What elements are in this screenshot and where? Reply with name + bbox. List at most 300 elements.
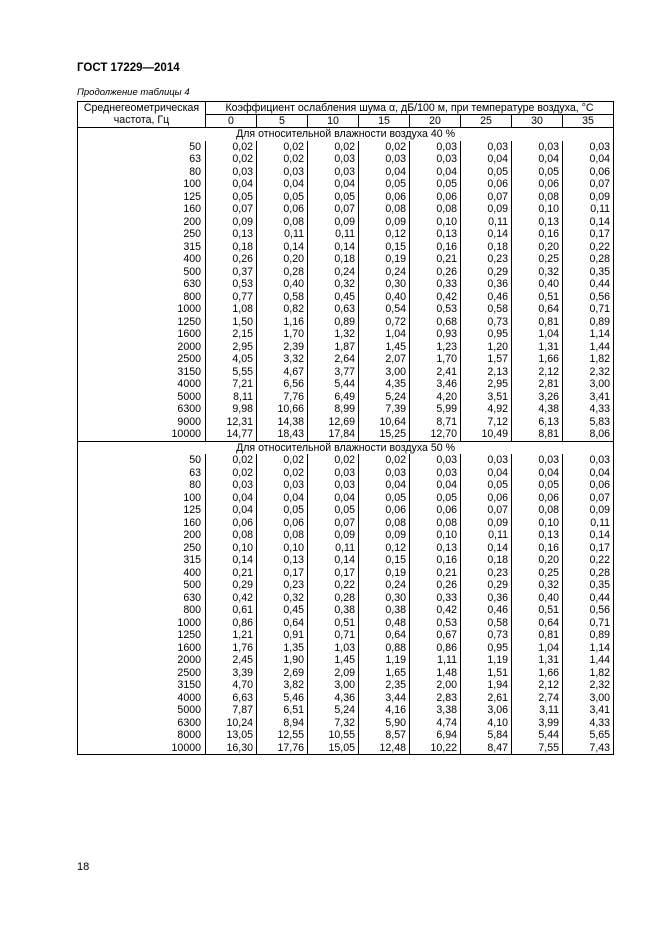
coefficient-cell: 3,39 (206, 667, 257, 680)
coefficient-cell: 0,03 (206, 479, 257, 492)
coefficient-cell: 0,29 (206, 579, 257, 592)
table-row (78, 717, 614, 730)
coefficient-cell: 2,12 (512, 679, 563, 692)
coefficient-cell: 0,02 (206, 153, 257, 166)
coefficient-cell: 0,02 (206, 454, 257, 467)
coefficient-cell: 1,04 (359, 328, 410, 341)
table-row (78, 592, 614, 605)
coefficient-cell: 0,29 (461, 266, 512, 279)
table-caption: Продолжение таблицы 4 (77, 87, 190, 98)
table-row (78, 328, 614, 341)
table-row (78, 579, 614, 592)
coefficient-cell: 0,72 (359, 316, 410, 329)
coefficient-cell: 0,03 (512, 454, 563, 467)
coefficient-cell: 17,76 (257, 742, 308, 755)
coefficient-cell: 0,10 (206, 542, 257, 555)
coefficient-cell: 2,32 (563, 366, 614, 379)
coefficient-cell: 0,73 (461, 316, 512, 329)
coefficient-cell: 3,41 (563, 704, 614, 717)
coefficient-cell: 0,12 (359, 542, 410, 555)
coefficient-cell: 0,05 (410, 492, 461, 505)
coefficient-cell: 0,07 (461, 504, 512, 517)
coefficient-cell: 1,44 (563, 654, 614, 667)
coefficient-cell: 0,06 (512, 178, 563, 191)
table-row (78, 303, 614, 316)
coefficient-cell: 0,04 (206, 178, 257, 191)
temperature-header-cell: 35 (563, 115, 614, 128)
table-row (78, 479, 614, 492)
coefficient-cell: 5,65 (563, 729, 614, 742)
coefficient-cell: 0,14 (257, 241, 308, 254)
coefficient-cell: 0,02 (206, 141, 257, 154)
coefficient-cell: 0,63 (308, 303, 359, 316)
coefficient-cell: 0,08 (512, 191, 563, 204)
table-header (78, 102, 614, 128)
coefficient-cell: 0,14 (563, 216, 614, 229)
coefficient-cell: 0,88 (359, 642, 410, 655)
coefficient-cell: 0,26 (410, 266, 461, 279)
coefficient-cell: 0,33 (410, 592, 461, 605)
coefficient-cell: 0,04 (206, 504, 257, 517)
coefficient-cell: 3,00 (308, 679, 359, 692)
coefficient-cell: 12,69 (308, 416, 359, 429)
coefficient-cell: 0,04 (512, 153, 563, 166)
coefficient-cell: 2,32 (563, 679, 614, 692)
coefficient-cell: 0,16 (512, 542, 563, 555)
coefficient-cell: 0,71 (563, 303, 614, 316)
coefficient-cell: 1,50 (206, 316, 257, 329)
coefficient-cell: 0,07 (206, 203, 257, 216)
coefficient-cell: 2,07 (359, 353, 410, 366)
coefficient-cell: 0,02 (308, 141, 359, 154)
coefficient-cell: 0,09 (308, 216, 359, 229)
coefficient-cell: 0,03 (257, 166, 308, 179)
coefficient-cell: 0,18 (461, 554, 512, 567)
coefficient-cell: 0,20 (512, 241, 563, 254)
attenuation-table (77, 101, 614, 755)
coefficient-cell: 0,71 (308, 629, 359, 642)
table-body (78, 128, 614, 755)
coefficient-cell: 3,99 (512, 717, 563, 730)
coefficient-cell: 1,57 (461, 353, 512, 366)
coefficient-cell: 0,11 (308, 228, 359, 241)
coefficient-cell: 5,44 (512, 729, 563, 742)
page-number: 18 (77, 861, 90, 873)
coefficient-cell: 0,40 (512, 278, 563, 291)
coefficient-cell: 0,56 (563, 291, 614, 304)
coefficient-cell: 10,55 (308, 729, 359, 742)
coefficient-cell: 6,49 (308, 391, 359, 404)
coefficient-cell: 0,07 (461, 191, 512, 204)
coefficient-cell: 3,51 (461, 391, 512, 404)
coefficient-cell: 0,89 (308, 316, 359, 329)
coefficient-cell: 0,05 (410, 178, 461, 191)
coefficient-cell: 3,11 (512, 704, 563, 717)
coefficient-cell: 0,08 (257, 529, 308, 542)
coefficient-cell: 2,15 (206, 328, 257, 341)
coefficient-cell: 0,03 (308, 479, 359, 492)
coefficient-cell: 0,04 (563, 153, 614, 166)
coefficient-cell: 0,23 (461, 567, 512, 580)
coefficient-cell: 0,18 (206, 241, 257, 254)
coefficient-cell: 0,05 (512, 166, 563, 179)
coefficient-cell: 0,21 (206, 567, 257, 580)
coefficient-cell: 0,38 (308, 604, 359, 617)
coefficient-cell: 0,81 (512, 629, 563, 642)
frequency-cell: 5000 (78, 391, 206, 404)
coefficient-cell: 12,70 (410, 428, 461, 441)
coefficient-cell: 0,06 (206, 517, 257, 530)
coefficient-cell: 0,08 (359, 517, 410, 530)
coefficient-cell: 0,02 (308, 454, 359, 467)
coefficient-cell: 0,40 (359, 291, 410, 304)
coefficient-cell: 3,00 (359, 366, 410, 379)
frequency-cell: 3150 (78, 366, 206, 379)
coefficient-cell: 5,44 (308, 378, 359, 391)
coefficient-cell: 10,24 (206, 717, 257, 730)
coefficient-cell: 0,11 (563, 517, 614, 530)
table-row (78, 642, 614, 655)
coefficient-cell: 1,90 (257, 654, 308, 667)
coefficient-cell: 14,38 (257, 416, 308, 429)
coefficient-cell: 4,33 (563, 403, 614, 416)
coefficient-cell: 0,03 (410, 454, 461, 467)
coefficient-cell: 0,11 (308, 542, 359, 555)
coefficient-cell: 12,48 (359, 742, 410, 755)
coefficient-cell: 0,35 (563, 266, 614, 279)
coefficient-cell: 1,03 (308, 642, 359, 655)
coefficient-cell: 0,32 (512, 266, 563, 279)
table-row (78, 316, 614, 329)
coefficient-cell: 0,46 (461, 291, 512, 304)
coefficient-cell: 13,05 (206, 729, 257, 742)
coefficient-cell: 7,87 (206, 704, 257, 717)
coefficient-cell: 4,16 (359, 704, 410, 717)
coefficient-cell: 0,28 (257, 266, 308, 279)
coefficient-cell: 2,39 (257, 341, 308, 354)
coefficient-cell: 0,03 (359, 467, 410, 480)
coefficient-cell: 5,90 (359, 717, 410, 730)
coefficient-cell: 0,05 (461, 479, 512, 492)
coefficient-cell: 4,33 (563, 717, 614, 730)
coefficient-cell: 5,99 (410, 403, 461, 416)
frequency-cell: 80 (78, 479, 206, 492)
coefficient-cell: 0,03 (512, 141, 563, 154)
table-row (78, 391, 614, 404)
coefficient-cell: 0,11 (563, 203, 614, 216)
coefficient-cell: 0,06 (461, 492, 512, 505)
coefficient-cell: 2,09 (308, 667, 359, 680)
coefficient-header: Коэффициент ослабления шума α, дБ/100 м, при температуре воздуха, °С (206, 102, 614, 115)
table-row (78, 542, 614, 555)
coefficient-cell: 0,10 (410, 529, 461, 542)
temperature-header-cell: 25 (461, 115, 512, 128)
coefficient-cell: 6,63 (206, 692, 257, 705)
coefficient-cell: 6,13 (512, 416, 563, 429)
coefficient-cell: 0,06 (257, 203, 308, 216)
coefficient-cell: 0,07 (308, 203, 359, 216)
coefficient-cell: 6,56 (257, 378, 308, 391)
frequency-cell: 1250 (78, 629, 206, 642)
table-row (78, 253, 614, 266)
frequency-cell: 2000 (78, 341, 206, 354)
coefficient-cell: 16,30 (206, 742, 257, 755)
coefficient-cell: 4,67 (257, 366, 308, 379)
coefficient-cell: 0,23 (257, 579, 308, 592)
coefficient-cell: 0,13 (206, 228, 257, 241)
coefficient-cell: 0,03 (206, 166, 257, 179)
frequency-cell: 50 (78, 141, 206, 154)
coefficient-cell: 0,03 (359, 153, 410, 166)
coefficient-cell: 1,66 (512, 667, 563, 680)
table-row (78, 353, 614, 366)
coefficient-cell: 0,45 (308, 291, 359, 304)
frequency-cell: 6300 (78, 403, 206, 416)
table-row (78, 266, 614, 279)
frequency-cell: 125 (78, 504, 206, 517)
coefficient-cell: 0,36 (461, 592, 512, 605)
coefficient-cell: 0,03 (461, 141, 512, 154)
coefficient-cell: 1,82 (563, 667, 614, 680)
table-row (78, 654, 614, 667)
coefficient-cell: 3,26 (512, 391, 563, 404)
coefficient-cell: 0,40 (257, 278, 308, 291)
table-row (78, 554, 614, 567)
frequency-cell: 1250 (78, 316, 206, 329)
coefficient-cell: 0,09 (206, 216, 257, 229)
coefficient-cell: 1,87 (308, 341, 359, 354)
coefficient-cell: 0,18 (461, 241, 512, 254)
frequency-header-line-2: частота, Гц (113, 114, 170, 126)
coefficient-cell: 0,32 (257, 592, 308, 605)
coefficient-cell: 0,05 (461, 166, 512, 179)
temperature-header-cell: 30 (512, 115, 563, 128)
coefficient-cell: 0,09 (563, 191, 614, 204)
coefficient-cell: 0,20 (512, 554, 563, 567)
coefficient-cell: 0,14 (461, 228, 512, 241)
table-row (78, 166, 614, 179)
coefficient-cell: 1,04 (512, 328, 563, 341)
coefficient-cell: 15,05 (308, 742, 359, 755)
coefficient-cell: 0,04 (461, 153, 512, 166)
coefficient-cell: 0,44 (563, 592, 614, 605)
coefficient-cell: 8,47 (461, 742, 512, 755)
table-row (78, 692, 614, 705)
coefficient-cell: 0,64 (257, 617, 308, 630)
coefficient-cell: 0,37 (206, 266, 257, 279)
coefficient-cell: 4,74 (410, 717, 461, 730)
coefficient-cell: 0,64 (512, 617, 563, 630)
coefficient-cell: 1,35 (257, 642, 308, 655)
coefficient-cell: 1,76 (206, 642, 257, 655)
coefficient-cell: 2,74 (512, 692, 563, 705)
coefficient-cell: 0,64 (512, 303, 563, 316)
coefficient-cell: 10,64 (359, 416, 410, 429)
coefficient-cell: 0,35 (563, 579, 614, 592)
coefficient-cell: 0,51 (512, 291, 563, 304)
coefficient-cell: 0,26 (410, 579, 461, 592)
coefficient-cell: 0,11 (461, 529, 512, 542)
coefficient-cell: 1,45 (359, 341, 410, 354)
coefficient-cell: 2,13 (461, 366, 512, 379)
frequency-cell: 8000 (78, 729, 206, 742)
coefficient-cell: 0,95 (461, 328, 512, 341)
coefficient-cell: 0,42 (410, 291, 461, 304)
coefficient-cell: 0,13 (257, 554, 308, 567)
document-header: ГОСТ 17229—2014 (77, 62, 180, 74)
coefficient-cell: 0,54 (359, 303, 410, 316)
coefficient-cell: 2,35 (359, 679, 410, 692)
frequency-cell: 4000 (78, 692, 206, 705)
coefficient-cell: 4,10 (461, 717, 512, 730)
table-row (78, 178, 614, 191)
frequency-cell: 9000 (78, 416, 206, 429)
coefficient-cell: 12,31 (206, 416, 257, 429)
coefficient-cell: 1,48 (410, 667, 461, 680)
coefficient-cell: 0,32 (512, 579, 563, 592)
coefficient-cell: 0,32 (308, 278, 359, 291)
table-row (78, 679, 614, 692)
coefficient-cell: 0,15 (359, 554, 410, 567)
coefficient-cell: 0,04 (410, 479, 461, 492)
table-row (78, 467, 614, 480)
coefficient-cell: 0,38 (359, 604, 410, 617)
coefficient-cell: 0,03 (410, 467, 461, 480)
coefficient-cell: 0,04 (410, 166, 461, 179)
coefficient-cell: 10,66 (257, 403, 308, 416)
coefficient-cell: 0,04 (461, 467, 512, 480)
table-row (78, 153, 614, 166)
frequency-cell: 2000 (78, 654, 206, 667)
coefficient-cell: 0,06 (563, 166, 614, 179)
coefficient-cell: 3,06 (461, 704, 512, 717)
coefficient-cell: 5,24 (359, 391, 410, 404)
coefficient-cell: 14,77 (206, 428, 257, 441)
coefficient-cell: 1,45 (308, 654, 359, 667)
coefficient-cell: 18,43 (257, 428, 308, 441)
table-row (78, 567, 614, 580)
coefficient-cell: 0,04 (359, 479, 410, 492)
coefficient-cell: 0,05 (206, 191, 257, 204)
coefficient-cell: 0,03 (563, 141, 614, 154)
frequency-cell: 250 (78, 228, 206, 241)
table-row (78, 492, 614, 505)
coefficient-cell: 0,93 (410, 328, 461, 341)
coefficient-cell: 0,16 (512, 228, 563, 241)
coefficient-cell: 2,12 (512, 366, 563, 379)
coefficient-cell: 0,02 (359, 141, 410, 154)
coefficient-cell: 7,39 (359, 403, 410, 416)
coefficient-cell: 1,14 (563, 328, 614, 341)
table-row (78, 504, 614, 517)
coefficient-cell: 1,19 (461, 654, 512, 667)
table-row (78, 241, 614, 254)
coefficient-cell: 10,22 (410, 742, 461, 755)
table-row (78, 517, 614, 530)
coefficient-cell: 0,56 (563, 604, 614, 617)
coefficient-cell: 0,03 (308, 467, 359, 480)
coefficient-cell: 8,81 (512, 428, 563, 441)
coefficient-cell: 0,22 (308, 579, 359, 592)
table-row (78, 704, 614, 717)
coefficient-cell: 0,07 (563, 178, 614, 191)
section-header-row (78, 441, 614, 454)
coefficient-cell: 7,32 (308, 717, 359, 730)
coefficient-cell: 1,82 (563, 353, 614, 366)
temperature-header-cell: 15 (359, 115, 410, 128)
coefficient-cell: 0,95 (461, 642, 512, 655)
frequency-cell: 100 (78, 178, 206, 191)
coefficient-cell: 0,17 (257, 567, 308, 580)
coefficient-cell: 0,04 (512, 467, 563, 480)
coefficient-cell: 2,00 (410, 679, 461, 692)
coefficient-cell: 0,05 (308, 504, 359, 517)
frequency-cell: 125 (78, 191, 206, 204)
frequency-cell: 5000 (78, 704, 206, 717)
coefficient-cell: 0,03 (410, 141, 461, 154)
coefficient-cell: 0,25 (512, 253, 563, 266)
coefficient-cell: 0,91 (257, 629, 308, 642)
coefficient-cell: 0,44 (563, 278, 614, 291)
coefficient-cell: 0,09 (461, 517, 512, 530)
table-row (78, 228, 614, 241)
coefficient-cell: 0,19 (359, 567, 410, 580)
coefficient-cell: 0,05 (257, 191, 308, 204)
frequency-cell: 10000 (78, 428, 206, 441)
coefficient-cell: 0,16 (410, 554, 461, 567)
coefficient-cell: 1,32 (308, 328, 359, 341)
coefficient-cell: 4,38 (512, 403, 563, 416)
coefficient-cell: 1,94 (461, 679, 512, 692)
coefficient-cell: 1,20 (461, 341, 512, 354)
coefficient-cell: 0,02 (257, 467, 308, 480)
coefficient-cell: 0,08 (410, 517, 461, 530)
coefficient-cell: 0,13 (410, 542, 461, 555)
coefficient-cell: 0,09 (359, 216, 410, 229)
coefficient-cell: 0,15 (359, 241, 410, 254)
frequency-cell: 100 (78, 492, 206, 505)
coefficient-cell: 0,42 (410, 604, 461, 617)
frequency-cell: 800 (78, 604, 206, 617)
frequency-cell: 80 (78, 166, 206, 179)
coefficient-cell: 0,03 (257, 479, 308, 492)
coefficient-cell: 0,36 (461, 278, 512, 291)
coefficient-cell: 3,44 (359, 692, 410, 705)
coefficient-cell: 0,03 (308, 166, 359, 179)
coefficient-cell: 0,86 (410, 642, 461, 655)
coefficient-cell: 0,20 (257, 253, 308, 266)
frequency-cell: 500 (78, 266, 206, 279)
frequency-cell: 400 (78, 253, 206, 266)
coefficient-cell: 0,09 (308, 529, 359, 542)
coefficient-cell: 4,70 (206, 679, 257, 692)
coefficient-cell: 0,02 (257, 141, 308, 154)
coefficient-cell: 0,14 (461, 542, 512, 555)
coefficient-cell: 4,35 (359, 378, 410, 391)
coefficient-cell: 1,66 (512, 353, 563, 366)
table-row (78, 191, 614, 204)
coefficient-cell: 1,08 (206, 303, 257, 316)
coefficient-cell: 0,58 (461, 303, 512, 316)
table-row (78, 454, 614, 467)
coefficient-cell: 0,06 (359, 504, 410, 517)
coefficient-cell: 3,00 (563, 692, 614, 705)
frequency-header-line-1: Среднегеометрическая (83, 102, 200, 114)
coefficient-cell: 0,08 (257, 216, 308, 229)
coefficient-cell: 4,20 (410, 391, 461, 404)
frequency-cell: 63 (78, 153, 206, 166)
coefficient-cell: 0,12 (359, 228, 410, 241)
